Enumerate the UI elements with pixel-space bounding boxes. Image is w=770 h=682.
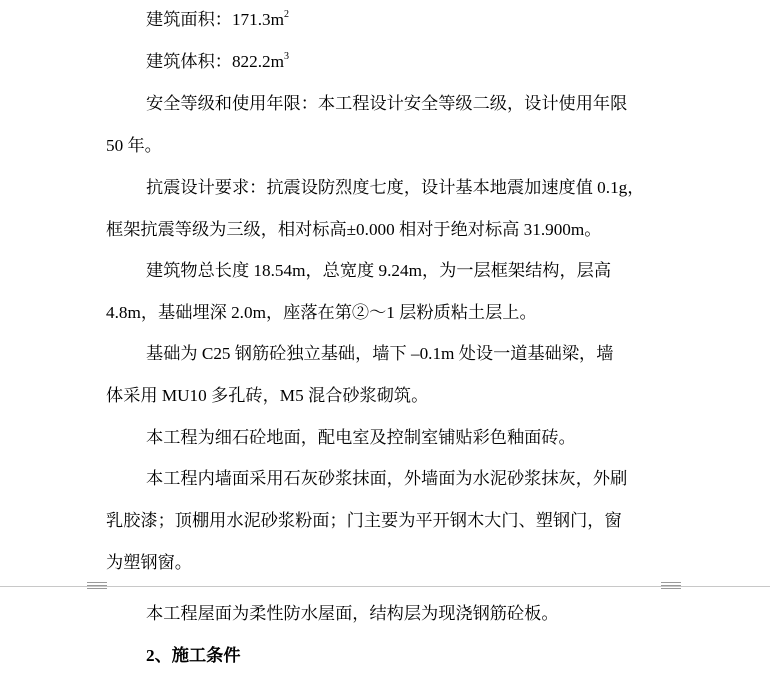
seismic-paragraph-line1: 抗震设计要求：抗震设防烈度七度，设计基本地震加速度值 0.1g， [146, 178, 645, 197]
floor-paragraph-line: 本工程为细石砼地面，配电室及控制室铺贴彩色釉面砖。 [146, 428, 576, 447]
safety-paragraph-line1: 安全等级和使用年限：本工程设计安全等级二级，设计使用年限 [146, 94, 628, 113]
page-margin-marker-left [87, 582, 107, 590]
building-area-line [146, 10, 289, 34]
page-margin-marker-right [661, 582, 681, 590]
building-volume-line [146, 52, 289, 76]
wall-paragraph-line3: 为塑钢窗。 [106, 553, 192, 572]
section-heading: 2、施工条件 [146, 646, 241, 665]
seismic-paragraph-line2: 框架抗震等级为三级，相对标高±0.000 相对于绝对标高 31.900m。 [106, 220, 602, 239]
safety-paragraph-line2: 50 年。 [106, 136, 162, 155]
building-volume-text: 建筑体积：822.2m [146, 52, 284, 71]
building-area-text: 建筑面积：171.3m [146, 10, 284, 29]
building-area-superscript: 2 [283, 9, 289, 21]
page-break-divider [0, 586, 770, 587]
wall-paragraph-line1: 本工程内墙面采用石灰砂浆抹面，外墙面为水泥砂浆抹灰，外刷 [146, 469, 628, 488]
building-paragraph-line1: 建筑物总长度 18.54m，总宽度 9.24m，为一层框架结构，层高 [146, 261, 612, 280]
foundation-paragraph-line2: 体采用 MU10 多孔砖，M5 混合砂浆砌筑。 [106, 386, 429, 405]
building-paragraph-line2: 4.8m，基础埋深 2.0m，座落在第②～1 层粉质粘土层上。 [106, 303, 537, 322]
building-volume-superscript: 3 [283, 51, 289, 63]
roof-paragraph-line: 本工程屋面为柔性防水屋面，结构层为现浇钢筋砼板。 [146, 604, 559, 623]
wall-paragraph-line2: 乳胶漆；顶棚用水泥砂浆粉面；门主要为平开钢木大门、塑钢门，窗 [106, 511, 622, 530]
foundation-paragraph-line1: 基础为 C25 钢筋砼独立基础，墙下 –0.1m 处设一道基础梁，墙 [146, 344, 614, 363]
